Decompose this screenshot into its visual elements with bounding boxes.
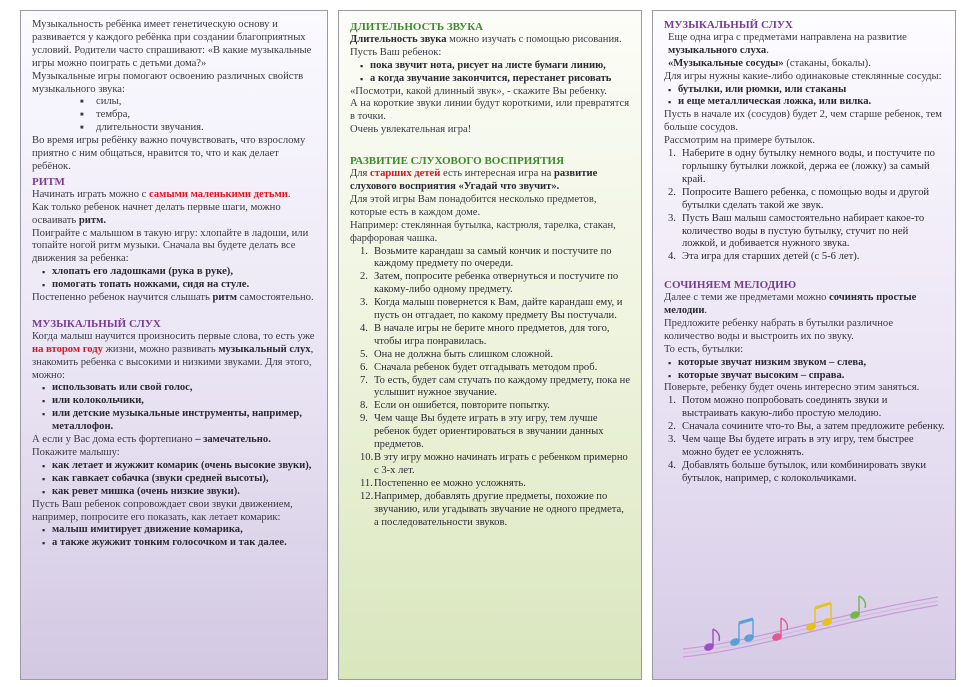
list-item: ▪ или колокольчики, xyxy=(42,395,317,408)
list-item: ▪ которые звучат низким звуком – слева, xyxy=(668,357,945,370)
list-item: ▪ бутылки, или рюмки, или стаканы xyxy=(668,84,945,97)
list-item: 4. Добавлять больше бутылок, или комбинировать звуки бутылок, например, с колокольчиками. xyxy=(668,459,926,484)
hearing-list xyxy=(32,382,317,434)
list-item: 6. Сначала ребенок будет отгадывать методом проб. xyxy=(360,361,598,373)
list-item: 10. В эту игру можно начинать играть с ребенком примерно с 3-х лет. xyxy=(360,452,628,476)
list-item: 3. Чем чаще Вы будете играть в эту игру, тем быстрее можно будет ее усложнять. xyxy=(668,434,914,458)
rhythm-paragraph: Поиграйте с малышом в такую игру: хлопайте в ладоши, или топайте ногой ритм музыки. Сначала вы будете делать все движения за ребенка: xyxy=(32,227,309,265)
hearing-paragraph: Покажите малышу: xyxy=(32,447,120,458)
intro-paragraph-2: Музыкальные игры помогают освоению различных свойств музыкального звука: xyxy=(32,70,304,95)
list-item: 4. В начале игры не берите много предметов, для того, чтобы игра понравилась. xyxy=(360,322,610,347)
duration-paragraph: А на короткие звуки линии будут короткими, или превратятся в точки. xyxy=(350,98,630,123)
list-item: 1. Возьмите карандаш за самый кончик и постучите по каждому предмету по очереди. xyxy=(360,245,612,270)
duration-paragraph: Пусть Ваш ребенок: xyxy=(350,46,442,58)
vessels-paragraph: Для игры нужны какие-либо одинаковые стеклянные сосуды: xyxy=(664,70,942,82)
perception-paragraph: Например: стеклянная бутылка, кастрюля, тарелка, стакан, фарфоровая чашка. xyxy=(350,219,616,244)
show-list xyxy=(32,460,317,499)
melody-paragraph: Далее с теми же предметами можно сочинять простые мелодии. xyxy=(664,292,917,317)
list-item: 11. Постепенно ее можно усложнять. xyxy=(360,477,526,489)
list-item: ■ тембра, xyxy=(80,109,317,122)
rhythm-paragraph: Начинать играть можно с самыми маленькими детьми. xyxy=(32,188,291,200)
list-item: ▪ и еще металлическая ложка, или вилка. xyxy=(668,96,945,109)
list-item: ▪ помогать топать ножками, сидя на стуле. xyxy=(42,279,317,292)
duration-paragraph: «Посмотри, какой длинный звук», - скажите Вы ребенку. xyxy=(350,85,607,97)
list-item: ▪ пока звучит нота, рисует на листе бумаги линию, xyxy=(360,60,631,73)
intro-paragraph: Музыкальность ребёнка имеет генетическую основу и развивается у каждого ребёнка при создании благоприятных условий. Родители часто спрашивают: «В какие музыкальные игры можно поиграть с детьми дома?» xyxy=(32,19,312,69)
rhythm-paragraph: Постепенно ребенок научится слышать ритм самостоятельно. xyxy=(32,292,314,304)
panel-middle xyxy=(338,10,642,680)
list-item: ▪ как летает и жужжит комарик (очень высокие звуки), xyxy=(42,460,317,473)
list-item: 7. То есть, будет сам стучать по каждому предмету, пока не услышит нужное звучание. xyxy=(360,374,631,399)
vessels-paragraph: Еще одна игра с предметами направлена на развитие музыкального слуха. xyxy=(668,31,907,56)
list-item: ▪ малыш имитирует движение комарика, xyxy=(42,524,317,537)
list-item: 1. Потом можно попробовать соединять звуки и выстраивать какую-либо простую мелодию. xyxy=(668,395,888,420)
section-title-rhythm: РИТМ xyxy=(32,175,65,188)
list-item: ▪ как ревет мишка (очень низкие звуки). xyxy=(42,486,317,499)
list-item: 9. Чем чаще Вы будете играть в эту игру, тем лучше ребенок будет ориентироваться в звучании данных предметов. xyxy=(360,413,604,451)
section-title-hearing-2: МУЗЫКАЛЬНЫЙ СЛУХ xyxy=(664,19,793,31)
hearing-paragraph: А если у Вас дома есть фортепиано – замечательно. xyxy=(32,434,271,446)
music-notes-staff-icon xyxy=(673,587,943,659)
section-title-melody: СОЧИНЯЕМ МЕЛОДИЮ xyxy=(664,279,797,292)
perception-steps xyxy=(350,246,631,530)
list-item: 2. Сначала сочините что-то Вы, а затем предложите ребенку. xyxy=(668,421,945,433)
list-item: ▪ которые звучат высоким – справа. xyxy=(668,370,945,383)
rhythm-paragraph: Как только ребенок начнет делать первые шаги, можно осваивать ритм. xyxy=(32,201,281,226)
section-title-duration: ДЛИТЕЛЬНОСТЬ ЗВУКА xyxy=(350,21,484,33)
panel-right xyxy=(652,10,956,680)
panel-left xyxy=(20,10,328,680)
list-item: 3. Когда малыш повернется к Вам, дайте карандаш ему, и пусть он отгадает, по какому предмету Вы постучали. xyxy=(360,297,623,322)
list-item: 5. Она не должна быть слишком сложной. xyxy=(360,348,553,360)
list-item: ▪ как гавкает собачка (звуки средней высоты), xyxy=(42,473,317,486)
list-item: 12. Например, добавлять другие предметы, похожие по звучанию, или угадывать звучание не одного предмета, а последовательности звуков. xyxy=(360,490,624,528)
melody-paragraph: Поверьте, ребенку будет очень интересно этим заняться. xyxy=(664,382,920,394)
vessels-paragraph: «Музыкальные сосуды» (стаканы, бокалы). xyxy=(668,57,871,69)
list-item: ▪ а когда звучание закончится, перестанет рисовать xyxy=(360,73,631,86)
melody-steps xyxy=(664,395,945,485)
vessels-paragraph: Рассмотрим на примере бутылок. xyxy=(664,135,816,147)
list-item: 3. Пусть Ваш малыш самостоятельно набирает какое-то количество воды в пустую бутылку, стучит по ней ложкой, и добивается нужного звука. xyxy=(668,212,925,250)
list-item: ▪ хлопать его ладошками (рука в руке), xyxy=(42,266,317,279)
melody-list xyxy=(664,357,945,383)
sound-properties-list xyxy=(32,96,317,135)
section-title-perception: РАЗВИТИЕ СЛУХОВОГО ВОСПРИЯТИЯ xyxy=(350,155,565,168)
duration-paragraph: Длительность звука можно изучать с помощью рисования. xyxy=(350,33,622,45)
hearing-paragraph: Когда малыш научится произносить первые слова, то есть уже на втором году жизни, можно развивать музыкальный слух, знакомить ребенка с высокими и низкими звуками. Для этого, можно: xyxy=(32,330,315,381)
melody-paragraph: То есть, бутылки: xyxy=(664,343,744,355)
hearing-paragraph: Пусть Ваш ребенок сопровождает свои звуки движением, например, попросите его показать, как летает комарик: xyxy=(32,498,293,523)
vessels-steps xyxy=(664,148,945,264)
list-item: 2. Затем, попросите ребенка отвернуться и постучите по какому-либо одному предмету. xyxy=(360,271,619,296)
duration-paragraph: Очень увлекательная игра! xyxy=(350,124,472,136)
melody-paragraph: Предложите ребенку набрать в бутылки различное количество воды и выстроить их по звуку. xyxy=(664,317,894,342)
vessels-list xyxy=(664,84,945,110)
section-title-hearing: МУЗЫКАЛЬНЫЙ СЛУХ xyxy=(32,317,161,330)
vessels-paragraph: Пусть в начале их (сосудов) будет 2, чем старше ребенок, тем больше сосудов. xyxy=(664,109,942,134)
list-item: 2. Попросите Вашего ребенка, с помощью воды и другой бутылки сделать такой же звук. xyxy=(668,186,930,211)
list-item: 1. Наберите в одну бутылку немного воды, и постучите по горлышку бутылки ложкой, держа ее (ложку) за самый край. xyxy=(668,148,935,185)
list-item: 8. Если он ошибется, повторите попытку. xyxy=(360,400,550,412)
duration-list xyxy=(350,60,631,86)
perception-paragraph: Для этой игры Вам понадобится несколько предметов, которые есть в каждом доме. xyxy=(350,193,597,218)
mosquito-list xyxy=(32,524,317,550)
intro-paragraph-3: Во время игры ребёнку важно почувствовать, что взрослому приятно с ним общаться, нравится то, что и как делает ребёнок. xyxy=(32,135,306,172)
list-item: ▪ а также жужжит тонким голосочком и так далее. xyxy=(42,537,317,550)
list-item: ■ длительности звучания. xyxy=(80,122,317,135)
list-item: ■ силы, xyxy=(80,96,317,109)
rhythm-list xyxy=(32,266,317,292)
list-item: 4. Эта игра для старших детей (с 5-6 лет). xyxy=(668,251,860,263)
perception-paragraph: Для старших детей есть интересная игра на развитие слухового восприятия «Угадай что звучит». xyxy=(350,168,598,192)
list-item: ▪ использовать или свой голос, xyxy=(42,382,317,395)
list-item: ▪ или детские музыкальные инструменты, например, металлофон. xyxy=(42,408,317,434)
